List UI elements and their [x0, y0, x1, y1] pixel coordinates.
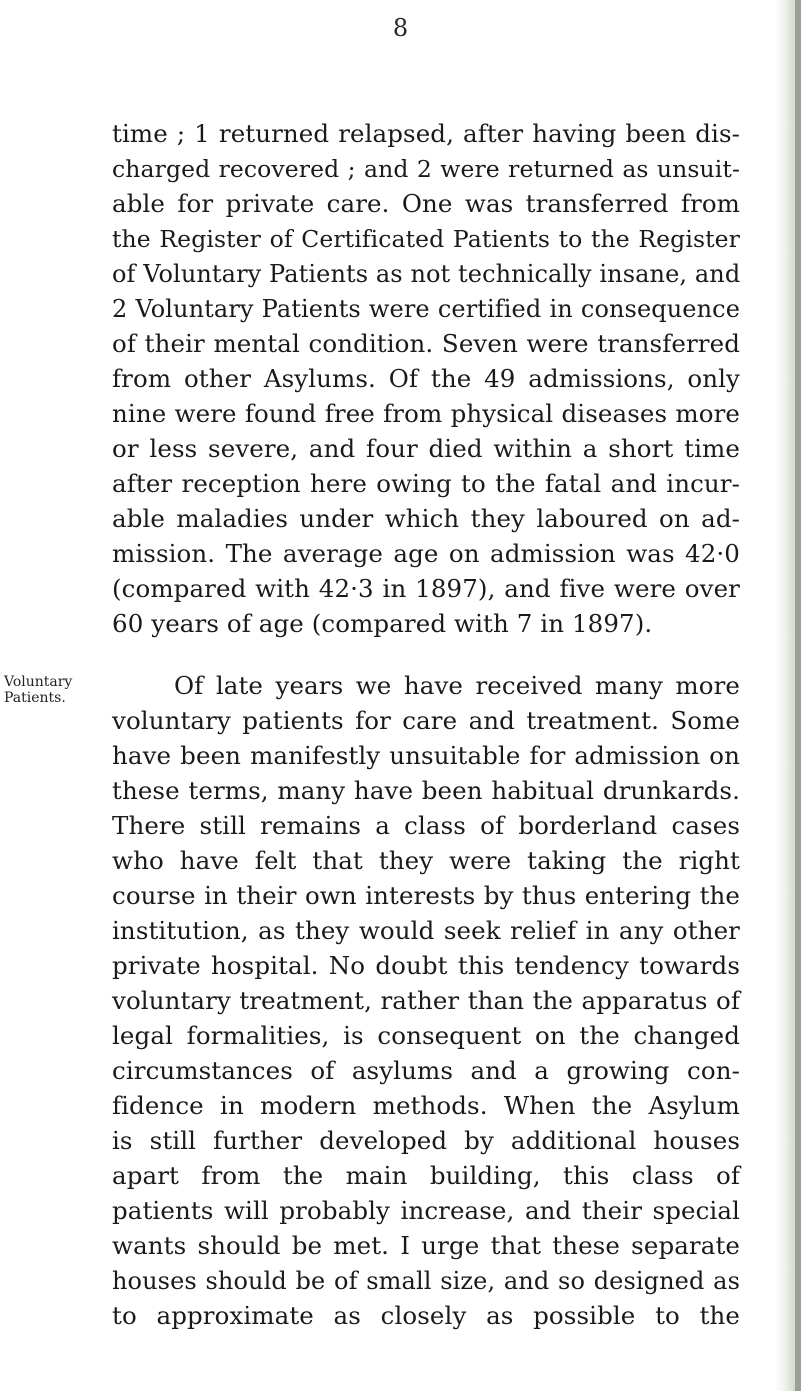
- text-line: course in their own interests by thus entering the: [112, 881, 740, 910]
- text-line: private hospital. No doubt this tendency towards: [112, 951, 740, 980]
- text-line: institution, as they would seek relief in any other: [112, 916, 740, 945]
- text-line: able maladies under which they laboured on ad-: [112, 504, 740, 533]
- text-line: is still further developed by additional houses: [112, 1126, 740, 1155]
- text-line: voluntary treatment, rather than the apparatus of: [112, 986, 740, 1015]
- text-line: nine were found free from physical diseases more: [112, 399, 740, 428]
- text-line: apart from the main building, this class of: [112, 1161, 740, 1190]
- page-number: 8: [392, 14, 409, 42]
- text-line: after reception here owing to the fatal and incur-: [112, 469, 740, 498]
- text-line: these terms, many have been habitual drunkards.: [112, 776, 740, 805]
- text-line: circumstances of asylums and a growing con-: [112, 1056, 740, 1085]
- text-line: wants should be met. I urge that these separate: [112, 1231, 740, 1260]
- text-line: charged recovered ; and 2 were returned as unsuit-: [112, 155, 740, 183]
- text-line: mission. The average age on admission was 42·0: [112, 539, 740, 568]
- text-line: the Register of Certificated Patients to the Register: [112, 225, 740, 253]
- text-line: There still remains a class of borderland cases: [112, 811, 740, 840]
- text-line: patients will probably increase, and their special: [112, 1196, 740, 1225]
- text-line: who have felt that they were taking the right: [112, 846, 740, 875]
- text-line: of their mental condition. Seven were transferred: [112, 329, 740, 358]
- text-line: time ; 1 returned relapsed, after having been dis-: [112, 119, 740, 148]
- text-line: legal formalities, is consequent on the changed: [112, 1021, 740, 1050]
- text-line: have been manifestly unsuitable for admission on: [112, 741, 740, 770]
- text-line: to approximate as closely as possible to the: [112, 1301, 740, 1330]
- text-line: or less severe, and four died within a short time: [112, 434, 740, 463]
- text-line: voluntary patients for care and treatment. Some: [112, 706, 740, 735]
- margin-note-line: Patients.: [4, 690, 66, 706]
- text-line: houses should be of small size, and so designed as: [112, 1267, 740, 1295]
- text-line: able for private care. One was transferred from: [112, 189, 740, 218]
- text-line: of Voluntary Patients as not technically insane, and: [112, 260, 741, 288]
- margin-note-line: Voluntary: [4, 674, 73, 690]
- text-line: (compared with 42·3 in 1897), and five were over: [112, 574, 740, 603]
- text-line: Of late years we have received many more: [174, 671, 740, 700]
- text-line: 60 years of age (compared with 7 in 1897).: [112, 609, 653, 638]
- text-line: fidence in modern methods. When the Asylum: [112, 1091, 740, 1120]
- text-line: from other Asylums. Of the 49 admissions, only: [112, 364, 740, 393]
- page-edge-binding: [795, 0, 801, 1391]
- text-line: 2 Voluntary Patients were certified in consequence: [112, 295, 740, 323]
